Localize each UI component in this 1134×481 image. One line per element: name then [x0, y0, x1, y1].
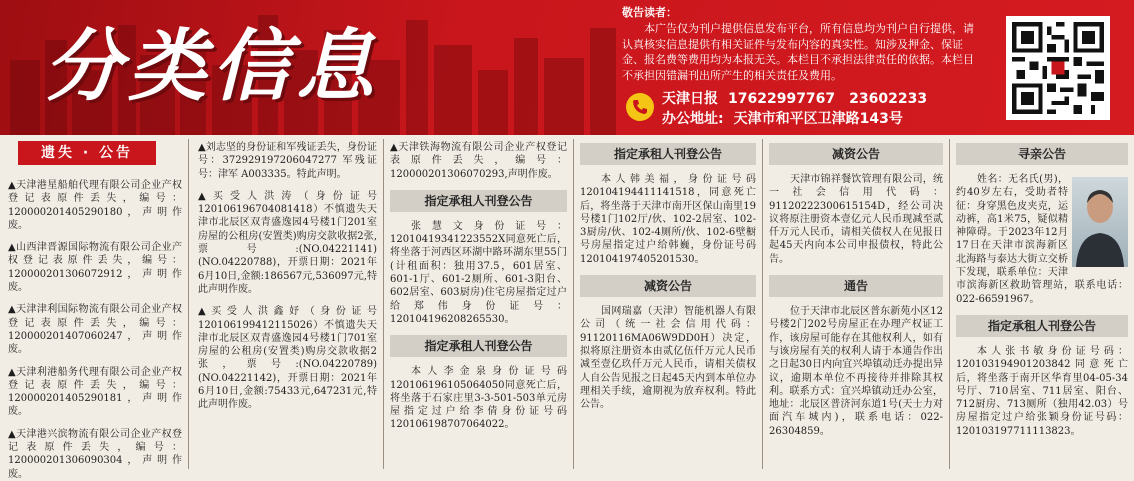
notice-text: 本人韩美福，身份证号码120104194411141518，同意死亡后，将坐落于天津市南开区保山南里19号楼1门102厅/伙、102-2居室、102-3厨房/伙、102-4厕所/伙、102-6壁橱号房屋指定过户给韩巍，身份证号码120104197405201530。: [580, 174, 756, 265]
column-lost-receipts: [190, 135, 383, 472]
section-heading: 指定承租人刊登公告: [390, 190, 567, 212]
notice-title: 敬告读者：: [622, 6, 677, 19]
section-heading: 指定承租人刊登公告: [580, 143, 756, 165]
header-banner: [0, 0, 1134, 135]
list-item: ▲刘志坚的身份证和军残证丢失，身份证号：372929197206047277 军残证号：津军 A003335。特此声明。: [198, 142, 377, 180]
notice-text: 天津市锦祥餐饮管理有限公司，统一社会信用代码：91120222300615154D，经公司决议将原注册资本壹亿元人民币现减至贰仟万元人民币，请相关债权人在见报日起45天内向本公司申报债权，特此公告。: [769, 174, 943, 265]
column-3: [384, 135, 573, 472]
list-item: ▲天津港兴滨物流有限公司企业产权登记表原件丢失，编号：120000201306090304，声明作废。: [8, 428, 182, 480]
contact-name: 天津日报: [662, 91, 718, 107]
phone-icon: [626, 93, 654, 121]
missing-person-photo: [1072, 177, 1128, 267]
qr-code-icon: [1012, 22, 1104, 114]
qr-code[interactable]: [1006, 16, 1110, 120]
contact-block: [626, 88, 966, 130]
phone-number-1: 17622997767: [728, 91, 836, 107]
ads-columns: [0, 135, 1134, 480]
list-item: ▲天津利港船务代理有限公司企业产权登记表原件丢失，编号：120000201405290181，声明作废。: [8, 366, 182, 418]
section-title-box: [44, 20, 424, 115]
section-heading: 减资公告: [769, 143, 943, 165]
list-item: ▲天津港星船舶代理有限公司企业产权登记表原件丢失，编号：120000201405290180，声明作废。: [8, 180, 182, 231]
person-icon: [1072, 177, 1128, 267]
address-value: 天津市和平区卫津路143号: [733, 111, 903, 127]
notice-text: 本人张书敏身份证号码：120103194901203842同意死亡后，将坐落于南开区华育里04-05-34号厅、710居室、711居室、阳台、712厨房、713厕所（独用42.03）号房屋指定过户给张颖身份证号码：120103197711113823。: [956, 345, 1128, 437]
column-6: [950, 135, 1134, 472]
notice-text: 姓名：无名氏(男)，约40岁左右，受助者特征：身穿黑色皮夹克，运动裤，高1米75，疑似精神障碍。于2023年12月17日在天津市滨海新区北海路与泰达大街立交桥下发现，联系单位：天津市滨海新区救助管理站，联系电话：022-66591967。: [956, 174, 1128, 305]
phone-number-2: 23602233: [849, 91, 928, 107]
section-heading: 通告: [769, 275, 943, 297]
notice-text: 本人李金泉身份证号码120106196105064050同意死亡后，将坐落于石家庄里3-3-501-503单元房屋指定过户给李倩身份证号码120106198707064022。: [390, 366, 567, 431]
reader-notice: [622, 6, 984, 83]
notice-text: 位于天津市北辰区普东新苑小区12号楼2门202号房屋正在办理产权证工作，该房屋可能存在其他权利人，如有与该房屋有关的权利人请于本通告作出之日起30日内向宜兴埠镇动迁办提出异议，逾期本单位不再接待并排除其权利。联系方式：宜兴埠镇动迁办公室，地址：北辰区普济河东道1号(天士力对面汽车城内)，联系电话：022-26304859。: [769, 306, 943, 437]
list-item: ▲山西津晋源国际物流有限公司企业产权登记表原件丢失，编号：120000201306072912，声明作废。: [8, 242, 182, 294]
list-item: ▲买受人洪鑫妤（身份证号120106199412115026）不慎遗失天津市北辰区双青盛逸园4号楼1门701室房屋的公租房(安置类)购房交款收据2张，票号:(NO.04220789)(NO.04221142)，开票日期：2021年6月10日,金额:75433元,647231元,特此声明作废。: [198, 306, 377, 411]
notice-body: 本广告仅为刊户提供信息发布平台，所有信息均为刊户自行提供，请认真核实信息提供有相关证件与发布内容的真实性。知涉及押金、保证金、报名费等费用均为本报无关。本栏目不承担法律责任的依据。本栏目不承担因错漏刊出所产生的相关责任及费用。: [622, 22, 974, 82]
column-5: [763, 135, 949, 472]
address-line: [662, 110, 903, 128]
phone-line: [662, 90, 941, 108]
notice-text: 国网瑞嘉（天津）智能机器人有限公司（统一社会信用代码：91120116MA06W9DD0H）决定，拟将原注册资本由贰亿伍仟万元人民币减至壹亿玖仟万元人民币，请相关债权人自公告见报之日起45天内到本单位办理相关手续，逾期视为放弃权利。特此公告。: [580, 306, 756, 411]
lost-notice-heading: 遗失 · 公告: [18, 141, 156, 165]
section-heading: 寻亲公告: [956, 143, 1128, 165]
column-4: [574, 135, 762, 472]
address-label: 办公地址:: [662, 111, 724, 127]
section-heading: 指定承租人刊登公告: [390, 335, 567, 357]
column-lost-notices: [0, 135, 188, 480]
list-item: ▲天津铁海物流有限公司企业产权登记表原件丢失，编号：120000201306070293,声明作废。: [390, 142, 567, 180]
section-heading: 减资公告: [580, 275, 756, 297]
section-heading: 指定承租人刊登公告: [956, 315, 1128, 337]
notice-text: 张慧文身份证号：12010419341223552X同意死亡后，将坐落于河西区环湖中路环湖东里55门(计租面积：独用37.5，601居室、601-1厅、601-2厕所、601-3阳台、602居室、603厨房)住宅房屋指定过户给郑伟身份证号：120104196208265530。: [390, 220, 567, 325]
list-item: ▲买受人洪涛（身份证号120106196704081418）不慎遗失天津市北辰区双青盛逸园4号楼1门201室房屋的公租房(安置类)购房交款收据2张,票号:(NO.04221141)(NO.04220788)，开票日期：2021年6月10日,金额:186567元,536097元,特此声明作废。: [198, 190, 377, 295]
list-item: ▲天津津利国际物流有限公司企业产权登记表原件丢失，编号：120000201407060247，声明作废。: [8, 304, 182, 356]
page-title: 分类信息: [44, 22, 381, 112]
